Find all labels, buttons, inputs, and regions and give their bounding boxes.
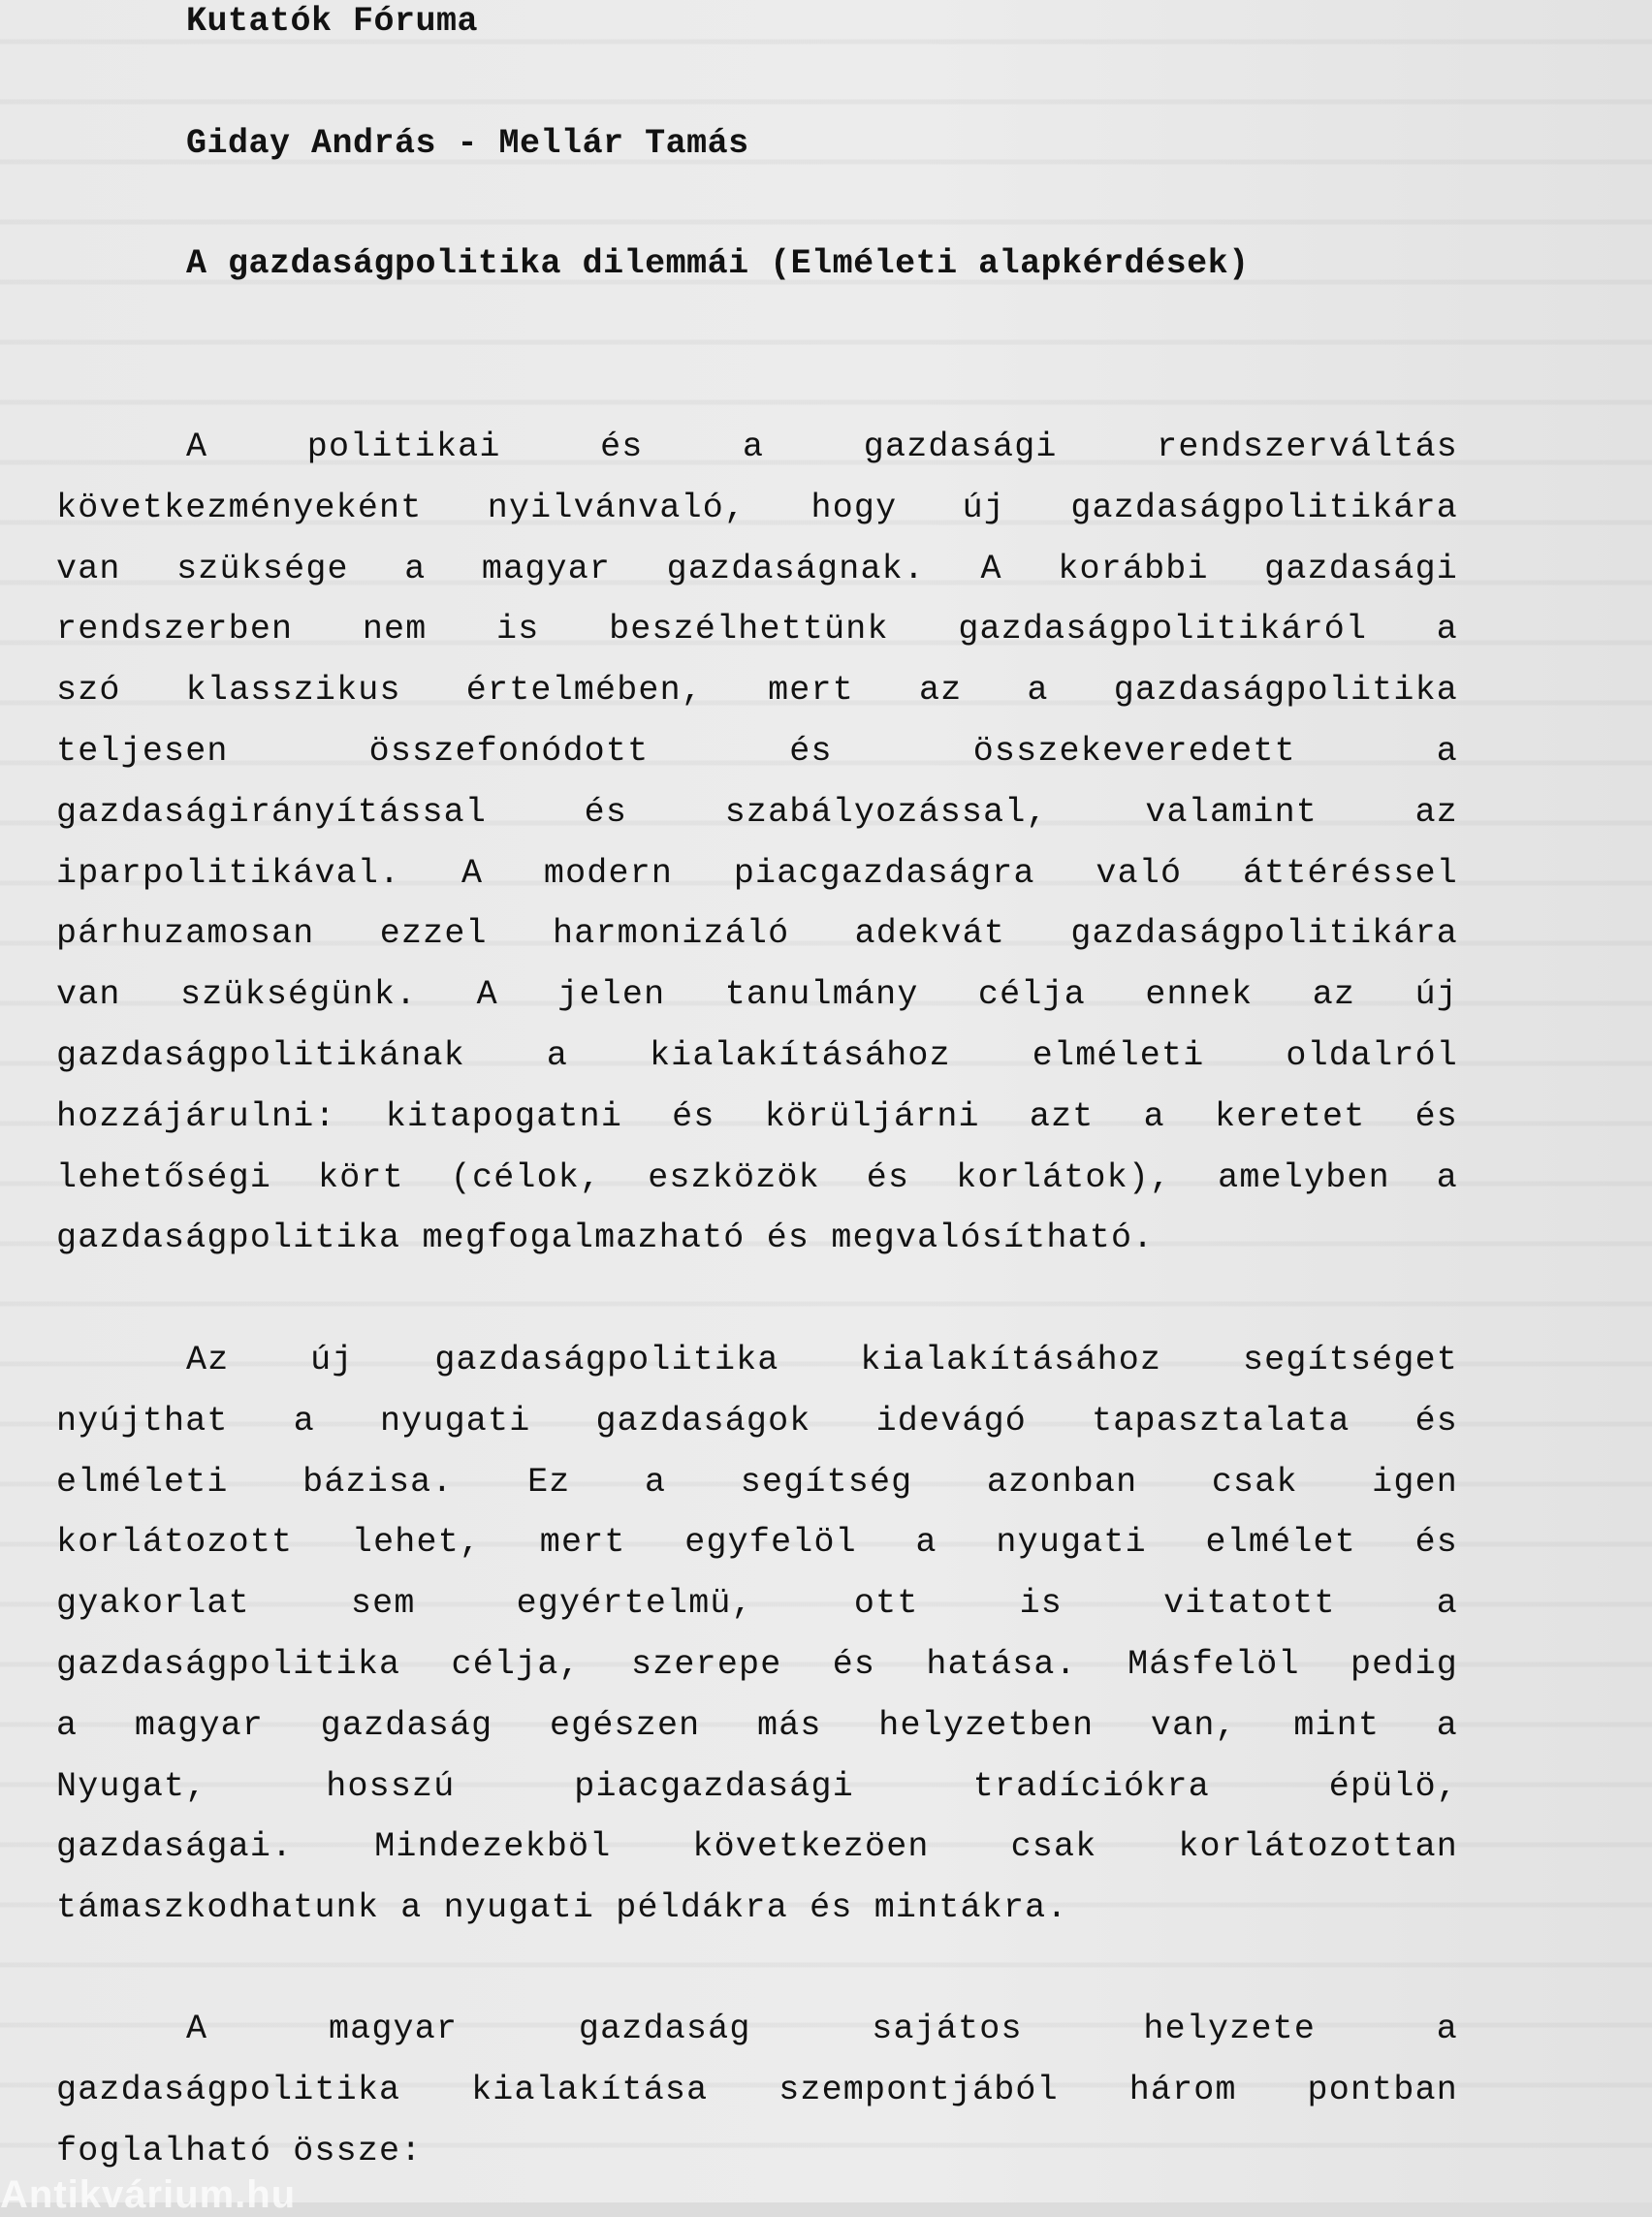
text-line: A politikai és a gazdasági rendszerváltás [186, 428, 1458, 466]
text-line: gazdaságpolitikának a kialakításához elméleti oldalról [56, 1035, 1458, 1075]
watermark-logo: Antikvárium.hu [0, 2173, 297, 2216]
text-line: hozzájárulni: kitapogatni és körüljárni azt a keretet és [56, 1096, 1458, 1136]
text-line: gyakorlat sem egyértelmü, ott is vitatott a [56, 1584, 1458, 1624]
section-label: Kutatók Fóruma [186, 2, 479, 41]
text-line: lehetőségi kört (célok, eszközök és korlátok), amelyben a [56, 1157, 1458, 1197]
text-line: következményeként nyilvánvaló, hogy új gazdaságpolitikára [56, 488, 1458, 527]
text-line: nyújthat a nyugati gazdaságok idevágó tapasztalata és [56, 1401, 1458, 1441]
text-line: a magyar gazdaság egészen más helyzetben van, mint a [56, 1705, 1458, 1745]
text-line: rendszerben nem is beszélhettünk gazdaságpolitikáról a [56, 610, 1458, 649]
text-line: van szüksége a magyar gazdaságnak. A korábbi gazdasági [56, 549, 1458, 588]
text-line: foglalható össze: [56, 2131, 423, 2170]
text-line: teljesen összefonódott és összekeveredett a [56, 731, 1458, 771]
text-line: Az új gazdaságpolitika kialakításához segítséget [186, 1341, 1458, 1379]
text-line: gazdaságpolitika célja, szerepe és hatása. Másfelöl pedig [56, 1644, 1458, 1684]
article-title: A gazdaságpolitika dilemmái (Elméleti alapkérdések) [186, 244, 1250, 283]
text-line: támaszkodhatunk a nyugati példákra és mintákra. [56, 1888, 1068, 1928]
text-line: Nyugat, hosszú piacgazdasági tradíciókra épülö, [56, 1766, 1458, 1806]
text-line: iparpolitikával. A modern piacgazdaságra való áttéréssel [56, 853, 1458, 893]
paragraph-hungarian-situation [56, 1999, 1458, 2181]
text-line: gazdaságpolitika kialakítása szempontjából három pontban [56, 2070, 1458, 2109]
text-line: korlátozott lehet, mert egyfelöl a nyugati elmélet és [56, 1523, 1458, 1563]
text-line: gazdaságai. Mindezekböl következöen csak korlátozottan [56, 1827, 1458, 1867]
text-line: szó klasszikus értelmében, mert az a gazdaságpolitika [56, 671, 1458, 711]
text-line: elméleti bázisa. Ez a segítség azonban csak igen [56, 1462, 1458, 1502]
paragraph-intro [56, 417, 1458, 1269]
paragraph-western-experience [56, 1330, 1458, 1939]
text-line: párhuzamosan ezzel harmonizáló adekvát gazdaságpolitikára [56, 914, 1458, 954]
text-line: van szükségünk. A jelen tanulmány célja ennek az új [56, 975, 1458, 1015]
text-line: gazdaságirányítással és szabályozással, valamint az [56, 792, 1458, 832]
text-line: gazdaságpolitika megfogalmazható és megvalósítható. [56, 1219, 1155, 1258]
text-line: A magyar gazdaság sajátos helyzete a [186, 2010, 1458, 2048]
authors-line: Giday András - Mellár Tamás [186, 124, 749, 163]
